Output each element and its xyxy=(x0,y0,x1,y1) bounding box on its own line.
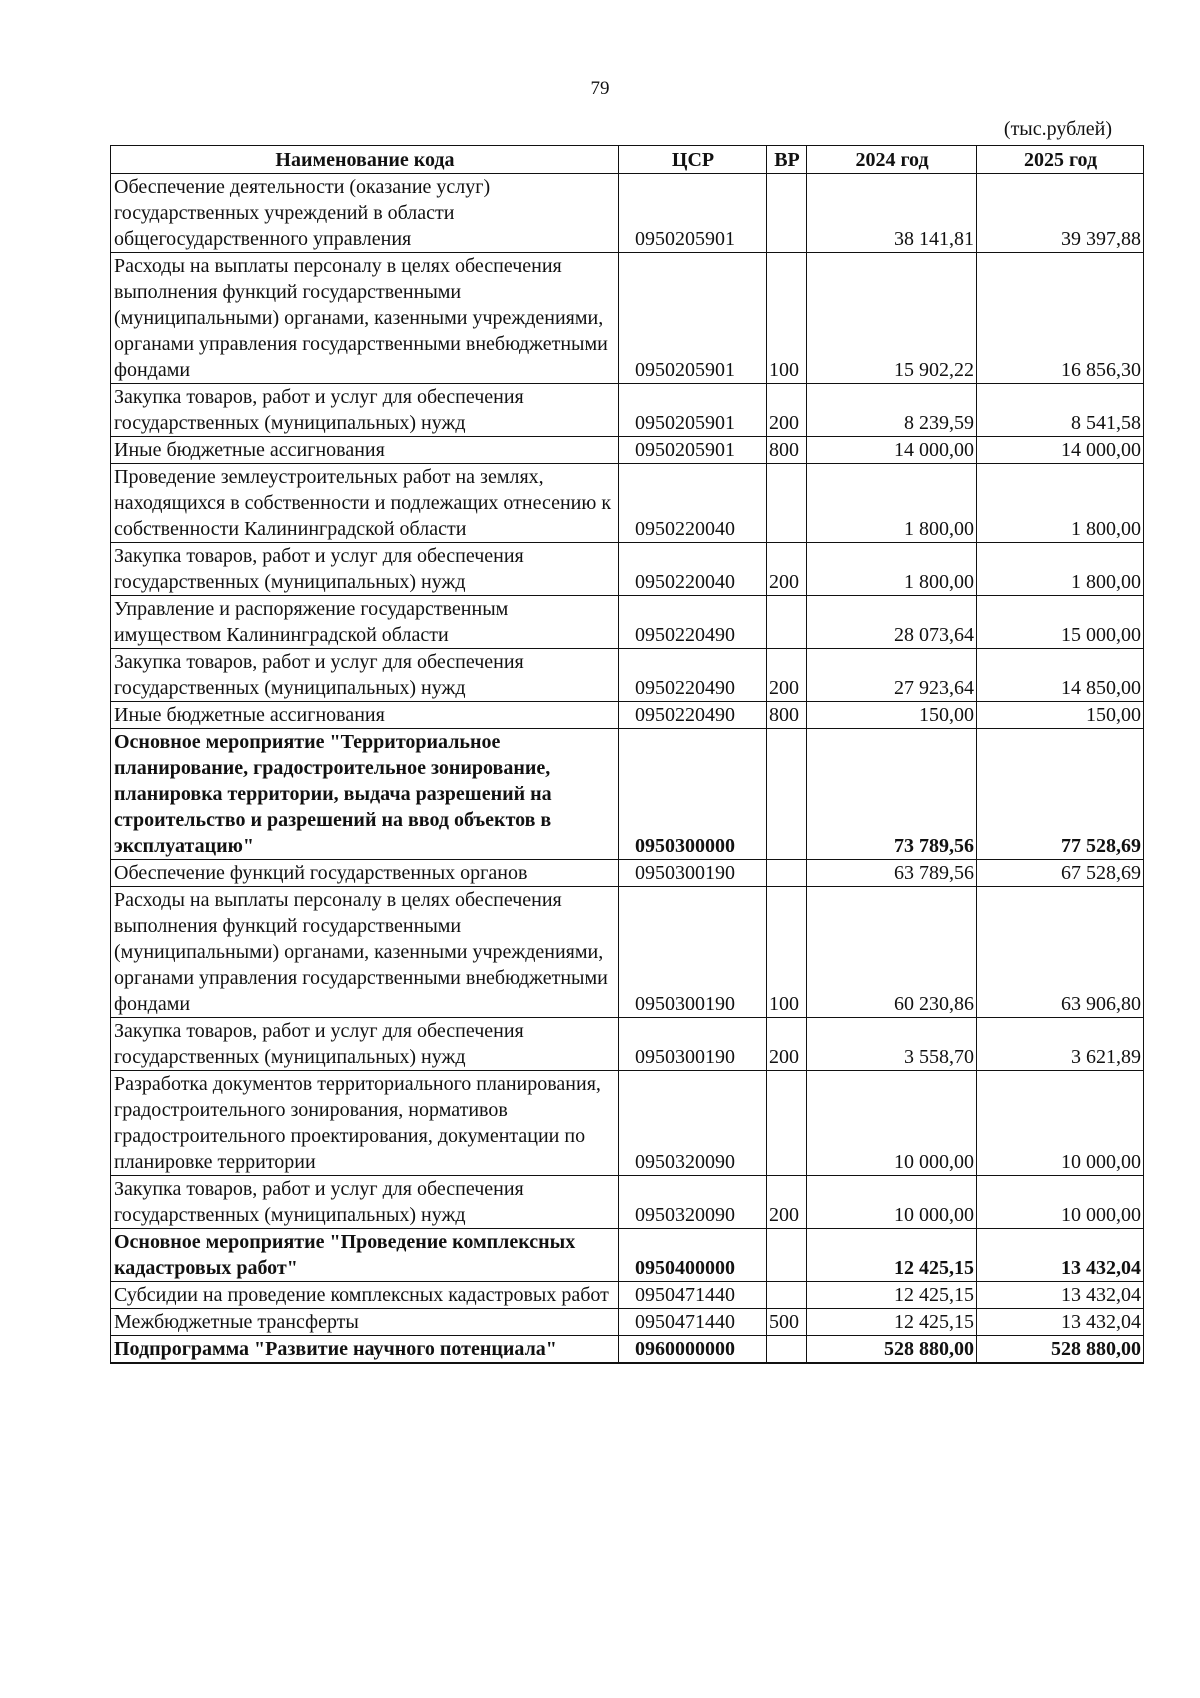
row-name: Межбюджетные трансферты xyxy=(111,1309,619,1336)
row-amount-2024: 10 000,00 xyxy=(807,1176,977,1229)
row-amount-2025: 3 621,89 xyxy=(977,1018,1144,1071)
row-name: Субсидии на проведение комплексных кадастровых работ xyxy=(111,1282,619,1309)
table-row xyxy=(111,384,1144,437)
row-csr: 0950220490 xyxy=(619,702,767,729)
row-vr: 200 xyxy=(767,384,807,437)
row-vr xyxy=(767,1229,807,1282)
row-csr: 0950320090 xyxy=(619,1176,767,1229)
row-vr: 200 xyxy=(767,649,807,702)
table-row xyxy=(111,174,1144,253)
row-csr: 0950320090 xyxy=(619,1071,767,1176)
table-row xyxy=(111,887,1144,1018)
row-name: Иные бюджетные ассигнования xyxy=(111,437,619,464)
table-row xyxy=(111,1336,1144,1364)
table-row xyxy=(111,1229,1144,1282)
row-csr: 0950300190 xyxy=(619,860,767,887)
row-amount-2025: 67 528,69 xyxy=(977,860,1144,887)
header-csr: ЦСР xyxy=(619,146,767,174)
row-vr: 200 xyxy=(767,543,807,596)
row-name: Подпрограмма "Развитие научного потенциала" xyxy=(111,1336,619,1364)
row-amount-2025: 77 528,69 xyxy=(977,729,1144,860)
table-row xyxy=(111,729,1144,860)
row-amount-2025: 1 800,00 xyxy=(977,464,1144,543)
row-vr: 100 xyxy=(767,253,807,384)
row-amount-2024: 12 425,15 xyxy=(807,1229,977,1282)
row-csr: 0950205901 xyxy=(619,384,767,437)
row-amount-2025: 8 541,58 xyxy=(977,384,1144,437)
row-amount-2024: 12 425,15 xyxy=(807,1282,977,1309)
row-csr: 0950205901 xyxy=(619,437,767,464)
row-vr: 500 xyxy=(767,1309,807,1336)
row-csr: 0950300190 xyxy=(619,1018,767,1071)
row-amount-2025: 15 000,00 xyxy=(977,596,1144,649)
row-amount-2025: 150,00 xyxy=(977,702,1144,729)
row-amount-2025: 39 397,88 xyxy=(977,174,1144,253)
table-row xyxy=(111,543,1144,596)
row-amount-2024: 3 558,70 xyxy=(807,1018,977,1071)
row-csr: 0950220040 xyxy=(619,543,767,596)
row-vr xyxy=(767,596,807,649)
row-csr: 0950220490 xyxy=(619,596,767,649)
table-row xyxy=(111,1176,1144,1229)
row-vr: 800 xyxy=(767,702,807,729)
row-name: Закупка товаров, работ и услуг для обеспечения государственных (муниципальных) нужд xyxy=(111,384,619,437)
table-row xyxy=(111,437,1144,464)
row-vr: 200 xyxy=(767,1018,807,1071)
row-csr: 0950471440 xyxy=(619,1309,767,1336)
table-body xyxy=(111,174,1144,1364)
row-amount-2024: 10 000,00 xyxy=(807,1071,977,1176)
row-vr xyxy=(767,1282,807,1309)
row-amount-2025: 13 432,04 xyxy=(977,1229,1144,1282)
unit-label: (тыс.рублей) xyxy=(1003,118,1112,140)
row-amount-2025: 14 000,00 xyxy=(977,437,1144,464)
row-amount-2025: 16 856,30 xyxy=(977,253,1144,384)
header-2025: 2025 год xyxy=(977,146,1144,174)
row-name: Основное мероприятие "Территориальное планирование, градостроительное зонирование, планировка территории, выдача разрешений на строительство и разрешений на ввод объектов в эксплуатацию" xyxy=(111,729,619,860)
row-vr xyxy=(767,1336,807,1364)
row-vr: 100 xyxy=(767,887,807,1018)
table-header-row xyxy=(111,146,1144,174)
row-amount-2024: 63 789,56 xyxy=(807,860,977,887)
row-amount-2024: 27 923,64 xyxy=(807,649,977,702)
row-amount-2024: 528 880,00 xyxy=(807,1336,977,1364)
row-name: Разработка документов территориального планирования, градостроительного зонирования, нормативов градостроительного проектирования, документации по планировке территории xyxy=(111,1071,619,1176)
table-row xyxy=(111,649,1144,702)
row-name: Закупка товаров, работ и услуг для обеспечения государственных (муниципальных) нужд xyxy=(111,1176,619,1229)
table-row xyxy=(111,702,1144,729)
row-name: Закупка товаров, работ и услуг для обеспечения государственных (муниципальных) нужд xyxy=(111,649,619,702)
row-name: Закупка товаров, работ и услуг для обеспечения государственных (муниципальных) нужд xyxy=(111,543,619,596)
row-vr xyxy=(767,860,807,887)
header-name: Наименование кода xyxy=(111,146,619,174)
row-amount-2025: 10 000,00 xyxy=(977,1071,1144,1176)
row-name: Основное мероприятие "Проведение комплексных кадастровых работ" xyxy=(111,1229,619,1282)
row-vr xyxy=(767,174,807,253)
row-amount-2024: 14 000,00 xyxy=(807,437,977,464)
row-amount-2024: 28 073,64 xyxy=(807,596,977,649)
row-csr: 0950300000 xyxy=(619,729,767,860)
row-name: Расходы на выплаты персоналу в целях обеспечения выполнения функций государственными (муниципальными) органами, казенными учреждениями, органами управления государственными внебюджетными фондами xyxy=(111,887,619,1018)
row-amount-2025: 1 800,00 xyxy=(977,543,1144,596)
row-amount-2024: 15 902,22 xyxy=(807,253,977,384)
row-amount-2025: 10 000,00 xyxy=(977,1176,1144,1229)
row-name: Обеспечение функций государственных органов xyxy=(111,860,619,887)
table-row xyxy=(111,1071,1144,1176)
row-amount-2024: 8 239,59 xyxy=(807,384,977,437)
row-amount-2025: 63 906,80 xyxy=(977,887,1144,1018)
row-csr: 0950220490 xyxy=(619,649,767,702)
header-vr: ВР xyxy=(767,146,807,174)
row-vr: 800 xyxy=(767,437,807,464)
table-row xyxy=(111,253,1144,384)
table-row xyxy=(111,860,1144,887)
table-row xyxy=(111,1282,1144,1309)
table-row xyxy=(111,464,1144,543)
row-csr: 0950471440 xyxy=(619,1282,767,1309)
row-vr xyxy=(767,729,807,860)
row-csr: 0950300190 xyxy=(619,887,767,1018)
row-amount-2024: 60 230,86 xyxy=(807,887,977,1018)
header-2024: 2024 год xyxy=(807,146,977,174)
row-amount-2025: 14 850,00 xyxy=(977,649,1144,702)
row-vr xyxy=(767,464,807,543)
row-amount-2024: 12 425,15 xyxy=(807,1309,977,1336)
row-vr xyxy=(767,1071,807,1176)
row-csr: 0950205901 xyxy=(619,174,767,253)
table-row xyxy=(111,596,1144,649)
row-csr: 0950205901 xyxy=(619,253,767,384)
table-row xyxy=(111,1018,1144,1071)
row-csr: 0950220040 xyxy=(619,464,767,543)
row-amount-2025: 528 880,00 xyxy=(977,1336,1144,1364)
row-name: Иные бюджетные ассигнования xyxy=(111,702,619,729)
row-csr: 0960000000 xyxy=(619,1336,767,1364)
budget-table xyxy=(110,145,1144,1364)
row-amount-2024: 1 800,00 xyxy=(807,464,977,543)
row-name: Обеспечение деятельности (оказание услуг) государственных учреждений в области общегосударственного управления xyxy=(111,174,619,253)
page-number: 79 xyxy=(590,78,610,99)
row-csr: 0950400000 xyxy=(619,1229,767,1282)
row-amount-2025: 13 432,04 xyxy=(977,1282,1144,1309)
row-name: Расходы на выплаты персоналу в целях обеспечения выполнения функций государственными (муниципальными) органами, казенными учреждениями, органами управления государственными внебюджетными фондами xyxy=(111,253,619,384)
row-name: Закупка товаров, работ и услуг для обеспечения государственных (муниципальных) нужд xyxy=(111,1018,619,1071)
row-vr: 200 xyxy=(767,1176,807,1229)
row-amount-2024: 38 141,81 xyxy=(807,174,977,253)
table-row xyxy=(111,1309,1144,1336)
row-amount-2025: 13 432,04 xyxy=(977,1309,1144,1336)
row-amount-2024: 150,00 xyxy=(807,702,977,729)
row-amount-2024: 73 789,56 xyxy=(807,729,977,860)
row-name: Проведение землеустроительных работ на землях, находящихся в собственности и подлежащих отнесению к собственности Калининградской области xyxy=(111,464,619,543)
row-amount-2024: 1 800,00 xyxy=(807,543,977,596)
row-name: Управление и распоряжение государственным имуществом Калининградской области xyxy=(111,596,619,649)
